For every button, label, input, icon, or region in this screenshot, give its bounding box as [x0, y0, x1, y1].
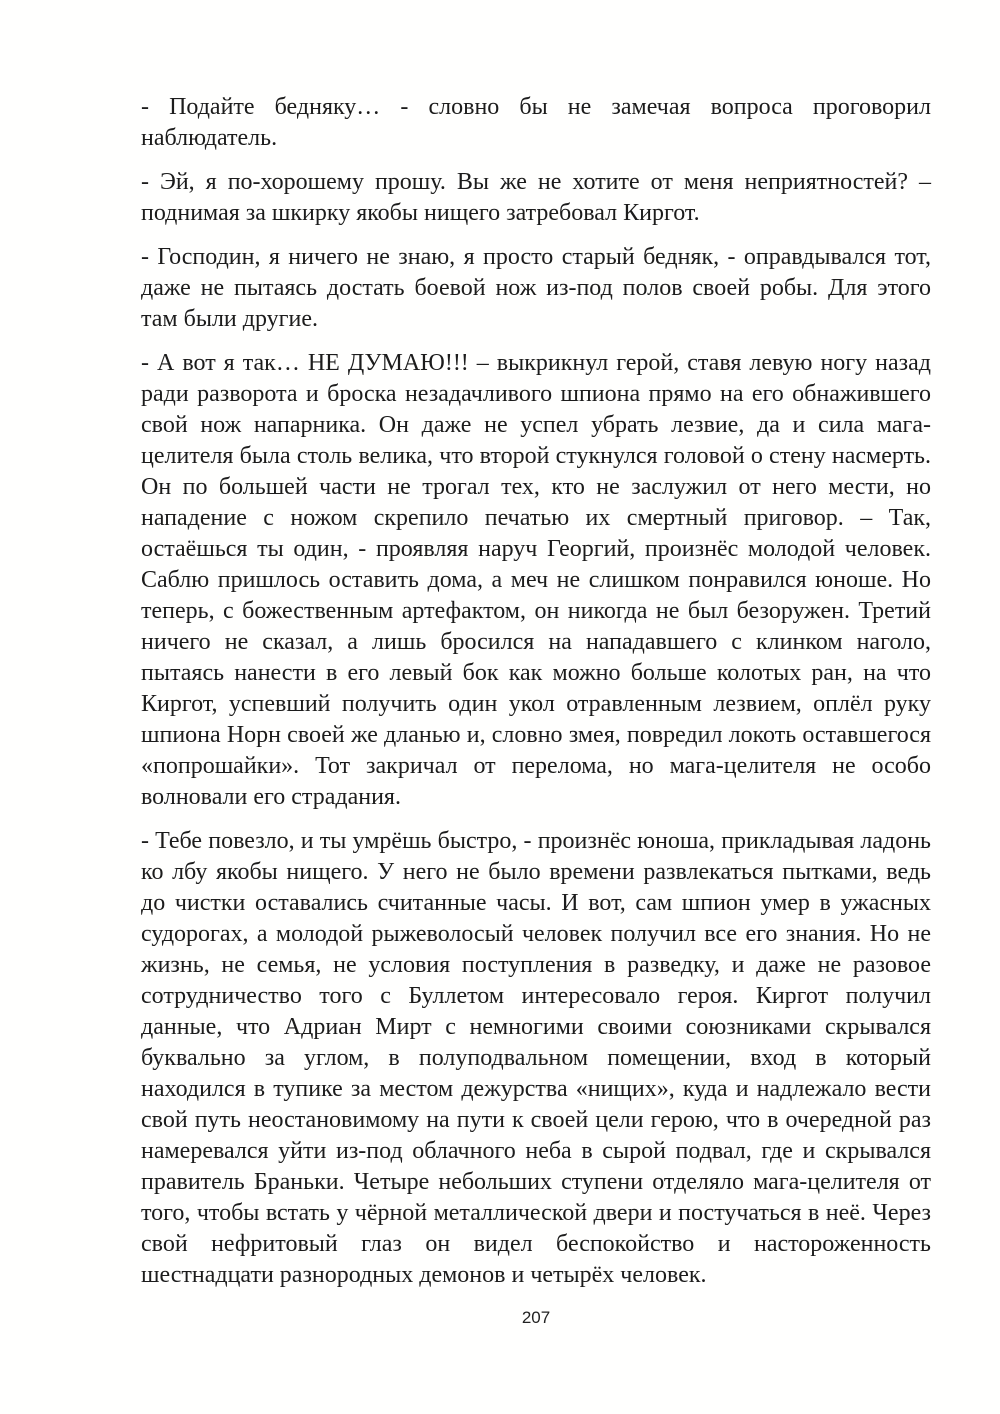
- paragraph-5: - Тебе повезло, и ты умрёшь быстро, - произнёс юноша, прикладывая ладонь ко лбу якобы нищего. У него не было времени развлекаться пытками, ведь до чистки оставались считанные часы. И вот, сам шпион умер в ужасных судорогах, а молодой рыжеволосый человек получил все его знания. Но не жизнь, не семья, не условия поступления в разведку, и даже не разовое сотрудничество того с Буллетом интересовало героя. Киргот получил данные, что Адриан Мирт с немногими своими союзниками скрывался буквально за углом, в полуподвальном помещении, вход в который находился в тупике за местом дежурства «нищих», куда и надлежало вести свой путь неостановимому на пути к своей цели герою, что в очередной раз намеревался уйти из-под облачного неба в сырой подвал, где и скрывался правитель Браньки. Четыре небольших ступени отделяло мага-целителя от того, чтобы встать у чёрной металлической двери и постучаться в неё. Через свой нефритовый глаз он видел беспокойство и настороженность шестнадцати разнородных демонов и четырёх человек.: [141, 828, 931, 1288]
- page-number: 207: [521, 1308, 551, 1327]
- paragraph-4: - А вот я так… НЕ ДУМАЮ!!! – выкрикнул герой, ставя левую ногу назад ради разворота и броска незадачливого шпиона прямо на его обнажившего свой нож напарника. Он даже не успел убрать лезвие, да и сила мага-целителя была столь велика, что второй стукнулся головой о стену насмерть. Он по большей части не трогал тех, кто не заслужил от него мести, но нападение с ножом скрепило печатью их смертный приговор. – Так, остаёшься ты один, - проявляя наруч Георгий, произнёс молодой человек. Саблю пришлось оставить дома, а меч не слишком понравился юноше. Но теперь, с божественным артефактом, он никогда не был безоружен. Третий ничего не сказал, а лишь бросился на нападавшего с клинком наголо, пытаясь нанести в его левый бок как можно больше колотых ран, на что Киргот, успевший получить один укол отравленным лезвием, оплёл руку шпиона Норн своей же дланью и, словно змея, повредил локоть оставшегося «попрошайки». Тот закричал от перелома, но мага-целителя не особо волновали его страдания.: [141, 350, 931, 810]
- paragraph-3: - Господин, я ничего не знаю, я просто старый бедняк, - оправдывался тот, даже не пытаясь достать боевой нож из-под полов своей робы. Для этого там были другие.: [141, 244, 931, 332]
- paragraph-2: - Эй, я по-хорошему прошу. Вы же не хотите от меня неприятностей? – поднимая за шкирку якобы нищего затребовал Киргот.: [141, 169, 931, 226]
- page-text-block: [141, 92, 931, 1291]
- paragraph-1: - Подайте бедняку… - словно бы не замечая вопроса проговорил наблюдатель.: [141, 94, 931, 151]
